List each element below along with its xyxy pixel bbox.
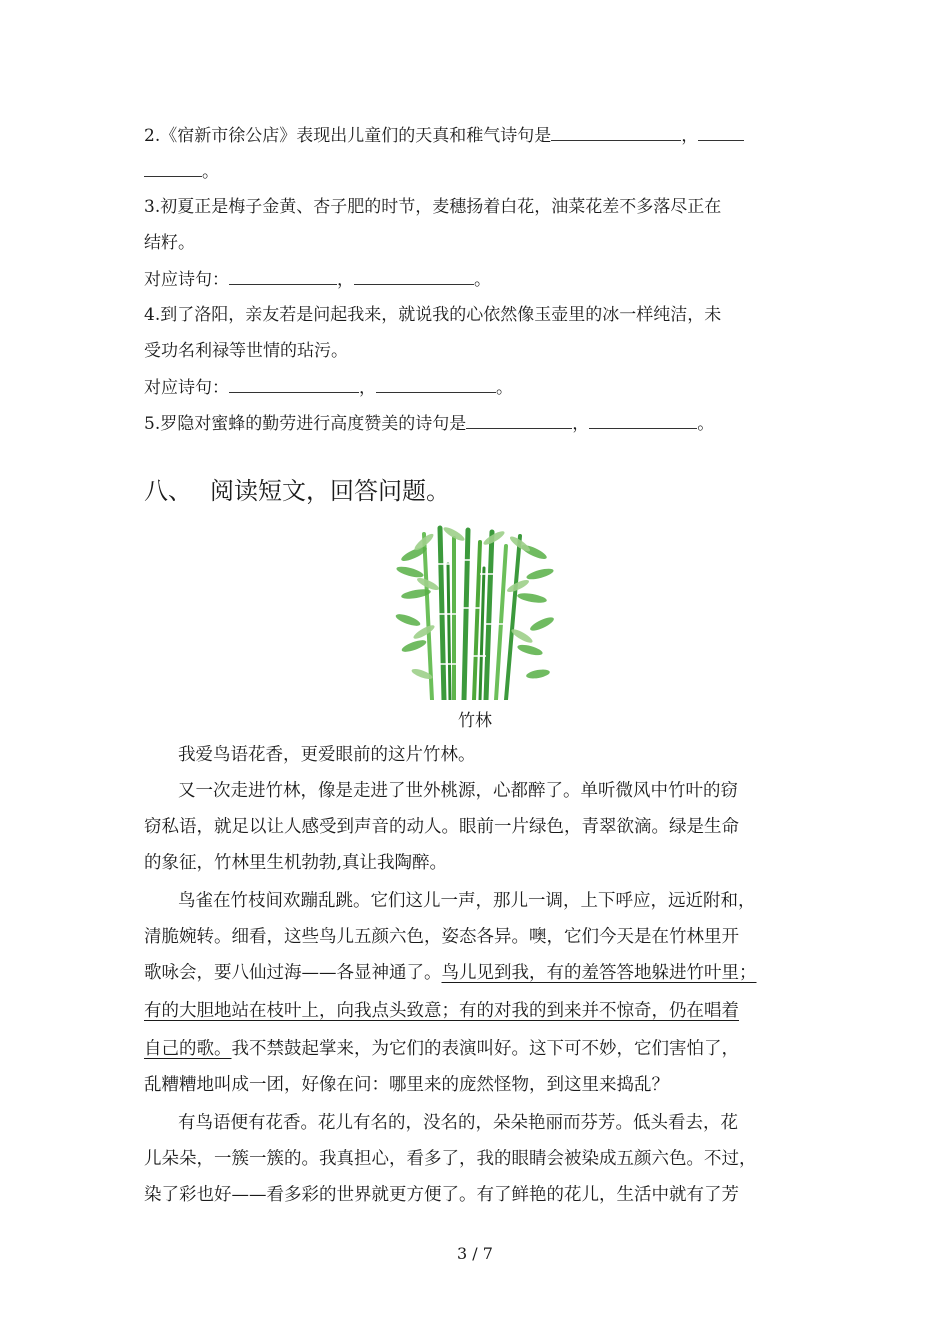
separator: ， xyxy=(337,270,354,290)
passage-line: 窃私语，就足以让人感受到声音的动人。眼前一片绿色，青翠欲滴。绿是生命 xyxy=(144,817,739,837)
question-3-line-1: 3.初夏正是梅子金黄、杏子肥的时节，麦穗扬着白花，油菜花差不多落尽正在 xyxy=(144,197,722,217)
answer-blank[interactable] xyxy=(376,376,496,393)
passage-line xyxy=(144,1000,739,1022)
passage-line: 我爱鸟语花香，更爱眼前的这片竹林。 xyxy=(178,745,476,765)
passage-line: 有鸟语便有花香。花儿有名的，没名的，朵朵艳丽而芬芳。低头看去，花 xyxy=(178,1113,738,1133)
passage-line xyxy=(144,1038,739,1060)
underlined-sentence: 鸟儿见到我，有的羞答答地躲进竹叶里； xyxy=(441,963,757,983)
passage-line: 鸟雀在竹枝间欢蹦乱跳。它们这儿一声，那儿一调，上下呼应，远近附和， xyxy=(178,891,756,911)
passage-line: 儿朵朵，一簇一簇的。我真担心，看多了，我的眼睛会被染成五颜六色。不过， xyxy=(144,1149,757,1169)
bamboo-icon xyxy=(394,524,556,700)
question-4-answer xyxy=(144,376,513,399)
answer-blank[interactable] xyxy=(354,268,474,285)
question-5 xyxy=(144,412,714,435)
period: 。 xyxy=(496,378,513,398)
separator: ， xyxy=(681,126,699,146)
passage-line: 又一次走进竹林，像是走进了世外桃源，心都醉了。单听微风中竹叶的窃 xyxy=(178,781,738,801)
question-4-line-2: 受功名利禄等世情的玷污。 xyxy=(144,341,348,361)
question-5-text: 5.罗隐对蜜蜂的勤劳进行高度赞美的诗句是 xyxy=(144,414,467,434)
page-number: 3 / 7 xyxy=(457,1244,493,1263)
question-3-line-2: 结籽。 xyxy=(144,233,195,253)
passage-line: 乱糟糟地叫成一团，好像在问：哪里来的庞然怪物，到这里来捣乱？ xyxy=(144,1075,669,1095)
section-title: 阅读短文，回答问题。 xyxy=(210,477,450,505)
question-2 xyxy=(144,124,744,147)
answer-blank[interactable] xyxy=(144,160,202,177)
answer-blank[interactable] xyxy=(229,376,359,393)
answer-blank[interactable] xyxy=(589,412,697,429)
figure-caption: 竹林 xyxy=(458,711,492,731)
period: 。 xyxy=(697,414,715,434)
passage-line: 的象征，竹林里生机勃勃,真让我陶醉。 xyxy=(144,853,448,873)
passage-line: 清脆婉转。细看，这些鸟儿五颜六色，姿态各异。噢，它们今天是在竹林里开 xyxy=(144,927,739,947)
answer-blank[interactable] xyxy=(466,412,572,429)
section-heading xyxy=(144,476,450,506)
question-2-text: 2.《宿新市徐公店》表现出儿童们的天真和稚气诗句是 xyxy=(144,126,552,146)
section-number: 八、 xyxy=(144,477,192,505)
underlined-sentence: 有的大胆地站在枝叶上，向我点头致意；有的对我的到来并不惊奇，仍在唱着 xyxy=(144,1001,739,1021)
answer-blank[interactable] xyxy=(229,268,337,285)
passage-line: 染了彩也好——看多彩的世界就更方便了。有了鲜艳的花儿，生活中就有了芳 xyxy=(144,1185,739,1205)
period: 。 xyxy=(202,162,219,182)
answer-blank[interactable] xyxy=(698,124,744,141)
question-3-answer xyxy=(144,268,491,291)
passage-text: 歌咏会，要八仙过海——各显神通了。 xyxy=(144,963,442,983)
separator: ， xyxy=(359,378,376,398)
underlined-sentence: 自己的歌。 xyxy=(144,1039,232,1059)
separator: ， xyxy=(572,414,590,434)
answer-label: 对应诗句： xyxy=(144,270,229,290)
period: 。 xyxy=(474,270,491,290)
bamboo-illustration xyxy=(394,524,556,700)
question-4-line-1: 4.到了洛阳，亲友若是问起我来，就说我的心依然像玉壶里的冰一样纯洁，未 xyxy=(144,305,722,325)
answer-label: 对应诗句： xyxy=(144,378,229,398)
passage-text: 我不禁鼓起掌来，为它们的表演叫好。这下可不妙，它们害怕了， xyxy=(231,1039,739,1059)
passage-line xyxy=(144,962,757,984)
question-2-continued xyxy=(144,160,219,183)
answer-blank[interactable] xyxy=(551,124,681,141)
